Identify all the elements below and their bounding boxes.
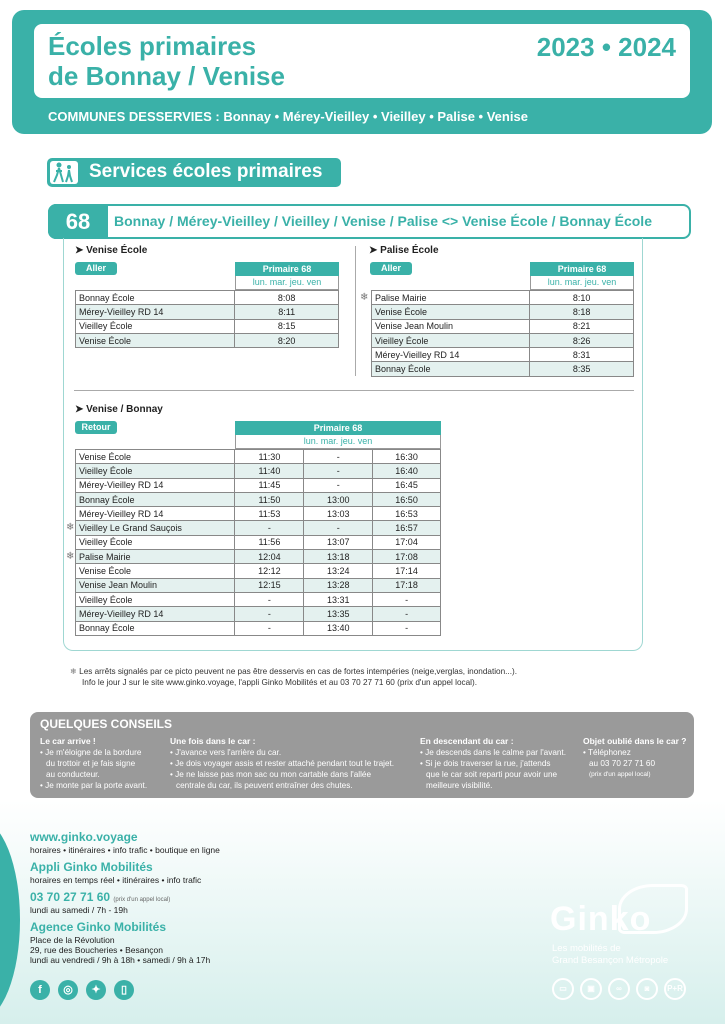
advice-line: (prix d'un appel local) (589, 771, 651, 778)
departure-time: 13:07 (304, 535, 373, 549)
instagram-icon[interactable]: ◎ (58, 980, 78, 1000)
table-row (76, 550, 441, 564)
column-header: Primaire 68 (235, 262, 339, 276)
departure-time: 12:12 (235, 564, 304, 578)
communes-served (48, 109, 528, 124)
departure-time: 11:45 (235, 478, 304, 492)
divider (74, 390, 634, 391)
table-row (372, 319, 634, 333)
timetable-venise-ecole (75, 290, 339, 348)
departure-time: 11:50 (235, 492, 304, 506)
departure-time: 12:04 (235, 550, 304, 564)
departure-time: 11:40 (235, 464, 304, 478)
phone-value: 03 70 27 71 60 (30, 890, 111, 904)
column-header: Primaire 68 (235, 421, 441, 435)
departure-time: 8:21 (530, 319, 634, 333)
stop-name: Vieilley École (76, 464, 235, 478)
stop-name: Bonnay École (372, 362, 530, 376)
timetable-venise-bonnay (75, 449, 441, 636)
departure-time: 13:35 (304, 607, 373, 621)
departure-time: 13:24 (304, 564, 373, 578)
advice-heading: En descendant du car : (420, 736, 514, 746)
stop-name: Venise École (76, 450, 235, 464)
line-title: Bonnay / Mérey-Vieilley / Vieilley / Venise / Palise <> Venise École / Bonnay École (114, 213, 652, 229)
advice-line: • J'avance vers l'arrière du car. (170, 748, 282, 757)
departure-time: 16:53 (373, 507, 441, 521)
table-row (76, 521, 441, 535)
phone-hours: lundi au samedi / 7h - 19h (30, 905, 128, 915)
departure-time: - (373, 607, 441, 621)
departure-time: 8:26 (530, 333, 634, 347)
table-row (372, 305, 634, 319)
stop-name: Mérey-Vieilley RD 14 (372, 348, 530, 362)
agency-name: Agence Ginko Mobilités (30, 920, 167, 934)
advice-line: • Si je dois traverser la rue, j'attends (420, 759, 551, 768)
table-row (76, 478, 441, 492)
stop-name: Bonnay École (76, 291, 235, 305)
advice-heading: Le car arrive ! (40, 736, 96, 746)
advice-heading: Une fois dans le car : (170, 736, 256, 746)
table-row (76, 450, 441, 464)
page-title-line1: Écoles primaires (48, 31, 257, 61)
table-row (76, 305, 339, 319)
footnote-line1: Les arrêts signalés par ce picto peuvent ne pas être desservis en cas de fortes intempéries (neige,verglas, inondation...). (79, 667, 517, 676)
days-header: lun. mar. jeu. ven (235, 435, 441, 449)
direction-title-venise-ecole: ➤ Venise École (75, 245, 148, 256)
timetable-palise-ecole (371, 290, 634, 377)
footnote-line2: Info le jour J sur le site www.ginko.voyage, l'appli Ginko Mobilités et au 03 70 27 71 60 (prix d'un appel local). (82, 678, 477, 687)
advice-line: • Je monte par la porte avant. (40, 781, 148, 790)
departure-time: 8:10 (530, 291, 634, 305)
ginko-logo: Ginko (550, 900, 652, 938)
tag-retour: Retour (75, 421, 117, 434)
departure-time: 13:03 (304, 507, 373, 521)
website-desc: horaires • itinéraires • info trafic • boutique en ligne (30, 845, 220, 855)
departure-time: 16:57 (373, 521, 441, 535)
weather-warning-icon: ❄ (66, 551, 75, 562)
departure-time: 11:53 (235, 507, 304, 521)
stop-name: Vieilley École (76, 535, 235, 549)
departure-time: - (235, 607, 304, 621)
table-row (76, 592, 441, 606)
section-title: Services écoles primaires (89, 161, 323, 182)
footnote (70, 666, 517, 688)
departure-time: - (235, 592, 304, 606)
table-row (76, 578, 441, 592)
advice-column-4 (583, 736, 686, 780)
agency-hours: lundi au vendredi / 9h à 18h • samedi / 9h à 17h (30, 955, 211, 965)
stop-name: Bonnay École (76, 621, 235, 635)
stop-name: Vieilley École (76, 319, 235, 333)
departure-time: - (304, 464, 373, 478)
tram-icon: ▣ (580, 978, 602, 1000)
stop-name: Venise École (76, 564, 235, 578)
table-row (76, 333, 339, 347)
departure-time: 13:31 (304, 592, 373, 606)
days-header: lun. mar. jeu. ven (530, 276, 634, 290)
departure-time: 13:28 (304, 578, 373, 592)
stop-name: Vieilley École (372, 333, 530, 347)
table-row (372, 291, 634, 305)
app-name: Appli Ginko Mobilités (30, 860, 153, 874)
departure-time: - (304, 478, 373, 492)
departure-time: 17:04 (373, 535, 441, 549)
advice-line: meilleure visibilité. (426, 781, 493, 790)
direction-title-venise-bonnay: ➤ Venise / Bonnay (75, 404, 163, 415)
departure-time: 13:18 (304, 550, 373, 564)
departure-time: 17:14 (373, 564, 441, 578)
communes-label: COMMUNES DESSERVIES : (48, 109, 220, 124)
direction-title-palise-ecole: ➤ Palise École (369, 245, 439, 256)
table-row (76, 319, 339, 333)
departure-time: 8:11 (235, 305, 339, 319)
table-row (76, 607, 441, 621)
departure-time: 13:00 (304, 492, 373, 506)
children-walking-icon (50, 161, 78, 184)
stop-name: Bonnay École (76, 492, 235, 506)
weather-warning-icon: ❄ (66, 522, 75, 533)
page-title-line2: de Bonnay / Venise (48, 61, 285, 91)
stop-name: Vieilley Le Grand Sauçois (76, 521, 235, 535)
mobile-icon[interactable]: ▯ (114, 980, 134, 1000)
departure-time: 17:18 (373, 578, 441, 592)
departure-time: 11:30 (235, 450, 304, 464)
advice-line: • Téléphonez (583, 748, 631, 757)
departure-time: 16:40 (373, 464, 441, 478)
stop-name: Venise École (372, 305, 530, 319)
stop-name: Mérey-Vieilley RD 14 (76, 305, 235, 319)
header-banner (12, 10, 712, 134)
table-row (76, 464, 441, 478)
table-row (372, 348, 634, 362)
advice-column-2 (170, 736, 394, 791)
communes-list: Bonnay • Mérey-Vieilley • Vieilley • Palise • Venise (223, 109, 528, 124)
tag-aller: Aller (370, 262, 412, 275)
advice-line: au 03 70 27 71 60 (589, 759, 656, 768)
table-row (76, 507, 441, 521)
departure-time: 8:20 (235, 333, 339, 347)
advice-column-1 (40, 736, 147, 791)
line-number: 68 (48, 204, 108, 239)
divider (355, 246, 356, 376)
stop-name: Venise Jean Moulin (76, 578, 235, 592)
logo-subtitle (552, 943, 668, 967)
bike-icon: ∞ (608, 978, 630, 1000)
departure-time: - (235, 621, 304, 635)
advice-line: au conducteur. (46, 770, 100, 779)
school-years: 2023 • 2024 (536, 32, 676, 62)
agency-address-1: Place de la Révolution (30, 935, 115, 945)
departure-time: - (304, 521, 373, 535)
departure-time: 12:15 (235, 578, 304, 592)
advice-line: • Je ne laisse pas mon sac ou mon cartable dans l'allée (170, 770, 372, 779)
tag-aller: Aller (75, 262, 117, 275)
departure-time: 17:08 (373, 550, 441, 564)
advice-column-3 (420, 736, 566, 791)
departure-time: - (373, 592, 441, 606)
departure-time: 13:40 (304, 621, 373, 635)
stop-name: Palise Mairie (76, 550, 235, 564)
phone-note: (prix d'un appel local) (113, 897, 171, 903)
column-header: Primaire 68 (530, 262, 634, 276)
advice-line: que le car soit reparti pour avoir une (426, 770, 558, 779)
app-desc: horaires en temps réel • itinéraires • info trafic (30, 875, 202, 885)
stop-name: Vieilley École (76, 592, 235, 606)
logo-subtitle-line1: Les mobilités de (552, 943, 621, 954)
facebook-icon[interactable]: f (30, 980, 50, 1000)
departure-time: 8:31 (530, 348, 634, 362)
departure-time: 11:56 (235, 535, 304, 549)
departure-time: 8:35 (530, 362, 634, 376)
line-header (48, 204, 691, 239)
table-row (76, 564, 441, 578)
departure-time: - (235, 521, 304, 535)
departure-time: 8:15 (235, 319, 339, 333)
table-row (76, 535, 441, 549)
advice-heading: Objet oublié dans le car ? (583, 736, 687, 746)
table-row (372, 362, 634, 376)
section-badge (47, 158, 341, 187)
table-row (76, 492, 441, 506)
advice-line: • Je descends dans le calme par l'avant. (420, 748, 566, 757)
bus-icon: ▭ (552, 978, 574, 1000)
phone-number (30, 890, 170, 904)
departure-time: 16:45 (373, 478, 441, 492)
stop-name: Mérey-Vieilley RD 14 (76, 478, 235, 492)
advice-line: centrale du car, ils peuvent entraîner des chutes. (176, 781, 353, 790)
stop-name: Venise Jean Moulin (372, 319, 530, 333)
advice-box (30, 712, 694, 798)
weather-warning-icon: ❄ (360, 292, 369, 303)
departure-time: 8:08 (235, 291, 339, 305)
weather-warning-icon: ❄ (70, 667, 77, 676)
departure-time: - (304, 450, 373, 464)
header-title-box (34, 24, 690, 98)
departure-time: - (373, 621, 441, 635)
stop-name: Mérey-Vieilley RD 14 (76, 507, 235, 521)
website-link[interactable]: www.ginko.voyage (30, 830, 138, 844)
table-row (76, 291, 339, 305)
advice-line: • Je dois voyager assis et rester attaché pendant tout le trajet. (170, 759, 395, 768)
departure-time: 16:50 (373, 492, 441, 506)
stop-name: Venise École (76, 333, 235, 347)
advice-title: QUELQUES CONSEILS (40, 717, 173, 731)
table-row (372, 333, 634, 347)
advice-line: du trottoir et je fais signe (46, 759, 136, 768)
advice-line: • Je m'éloigne de la bordure (40, 748, 142, 757)
park-and-ride-icon: P+R (664, 978, 686, 1000)
agency-address-2: 29, rue des Boucheries • Besançon (30, 945, 163, 955)
car-icon: ◙ (636, 978, 658, 1000)
days-header: lun. mar. jeu. ven (235, 276, 339, 290)
departure-time: 8:18 (530, 305, 634, 319)
table-row (76, 621, 441, 635)
stop-name: Palise Mairie (372, 291, 530, 305)
twitter-icon[interactable]: ✦ (86, 980, 106, 1000)
logo-subtitle-line2: Grand Besançon Métropole (552, 955, 669, 966)
departure-time: 16:30 (373, 450, 441, 464)
stop-name: Mérey-Vieilley RD 14 (76, 607, 235, 621)
